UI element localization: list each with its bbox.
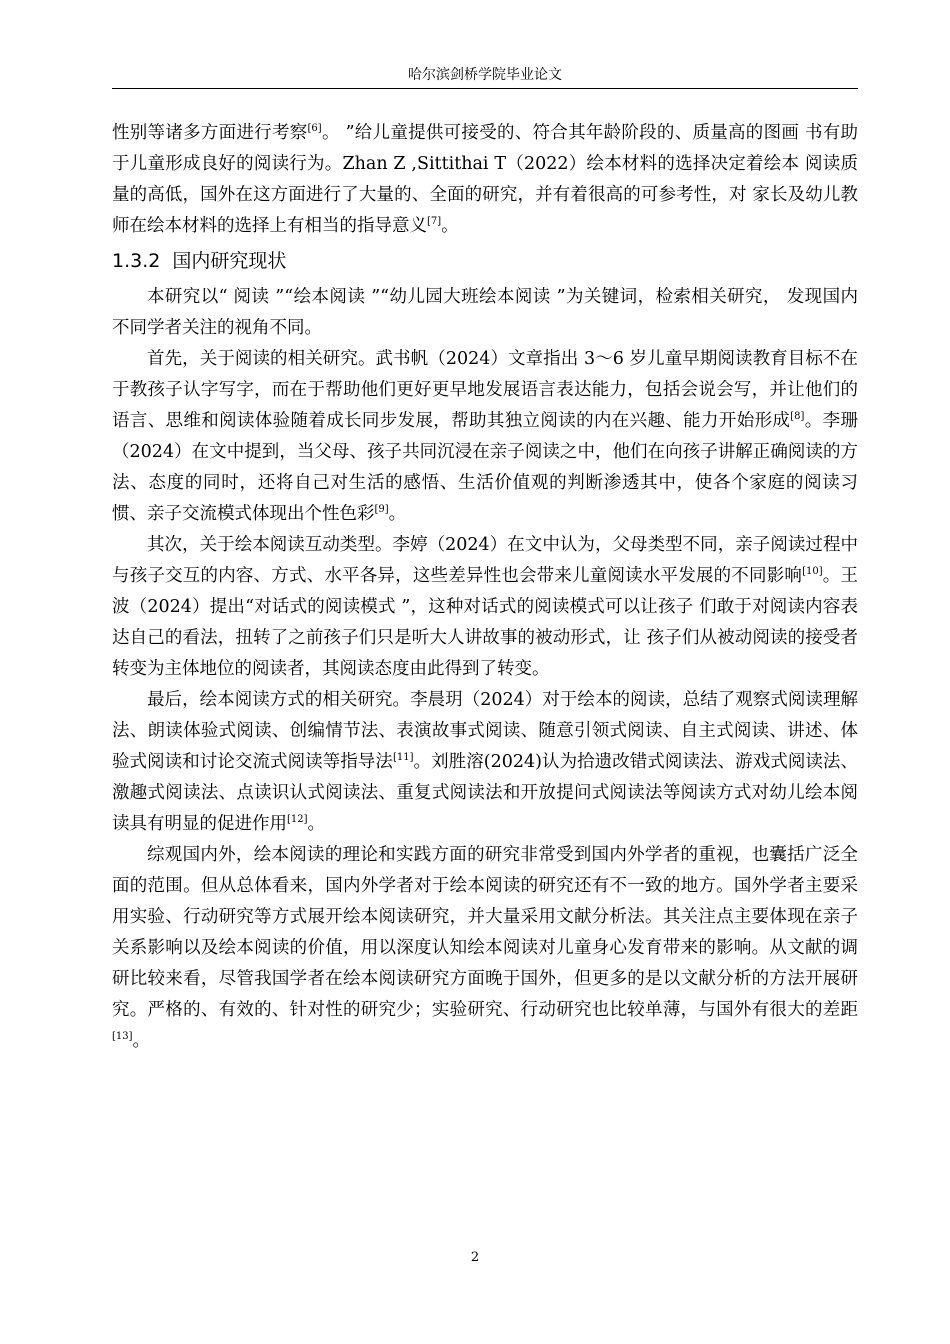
paragraph-summary [112,840,858,1057]
paragraph-reading-methods [112,685,858,840]
text-run: 本研究以“ 阅读 ”“绘本阅读 ”“幼儿园大班绘本阅读 ”为关键词，检索相关研究， 发现国内不同学者关注的视角不同。 [112,287,858,338]
text-run: 。 ”给儿童提供可接受的、符合其年龄阶段的、质量高的图画 书有助于儿童形成良好的阅读行为。Zhan Z ,Sittithai T（2022）绘本材料的选择决定着绘本 阅读质量的高低，国外在这方面进行了大量的、全面的研究，并有着很高的可参考性，对 家长及幼儿教师在绘本材料的选择上有相当的指导意义 [112,123,859,236]
citation-marker: [12] [287,814,308,826]
text-run: 。 [132,1031,151,1051]
section-number: 1.3.2 [112,250,161,272]
citation-marker: [9] [374,504,389,516]
text-run: 最后，绘本阅读方式的相关研究。李晨玥（2024）对于绘本的阅读，总结了观察式阅读理解法、朗读体验式阅读、创编情节法、表演故事式阅读、随意引领式阅读、自主式阅读、讲述、体验式阅读和讨论交流式阅读等指导法 [112,690,858,772]
citation-marker: [10] [802,566,823,578]
page-number: 2 [470,1250,480,1265]
text-run: 。 [388,504,407,524]
text-run: 综观国内外，绘本阅读的理论和实践方面的研究非常受到国内外学者的重视，也囊括广泛全面的范围。但从总体看来，国内外学者对于绘本阅读的研究还有不一致的地方。国外学者主要采用实验、行动研究等方式展开绘本阅读研究，并大量采用文献分析法。其关注点主要体现在亲子关系影响以及绘本阅读的价值，用以深度认知绘本阅读对儿童身心发育带来的影响。从文献的调研比较来看，尽管我国学者在绘本阅读研究方面晚于国外，但更多的是以文献分析的方法开展研究。严格的、有效的、针对性的研究少；实验研究、行动研究也比较单薄，与国外有很大的差距 [112,845,858,1020]
citation-marker: [11] [392,752,414,764]
page-header: 哈尔滨剑桥学院毕业论文 [408,67,562,83]
paragraph-intro [112,282,858,344]
text-run: 。 [307,814,326,834]
body-text [112,118,858,1057]
citation-marker: [6] [307,123,322,135]
paragraph-interaction-types [112,530,858,685]
citation-marker: [8] [790,411,805,423]
paragraph-continued [112,118,858,242]
text-run: 首先，关于阅读的相关研究。武书帆（2024）文章指出 3～6 岁儿童早期阅读教育目标不在于教孩子认字写字，而在于帮助他们更好更早地发展语言表达能力，包括会说会写，并让他们的语言、思维和阅读体验随着成长同步发展，帮助其独立阅读的内在兴趣、能力开始形成 [112,349,858,431]
text-run: 性别等诸多方面进行考察 [112,123,308,143]
text-run: 。李珊（2024）在文中提到，当父母、孩子共同沉浸在亲子阅读之中，他们在向孩子讲解正确阅读的方法、态度的同时，还将自己对生活的感悟、生活价值观的判断渗透其中，使各个家庭的阅读习惯、亲子交流模式体现出个性色彩 [112,411,859,524]
text-run: 。刘胜溶(2024)认为拾遗改错式阅读法、游戏式阅读法、激趣式阅读法、点读识认式阅读法、重复式阅读法和开放提问式阅读法等阅读方式对幼儿绘本阅读具有明显的促进作用 [112,752,858,834]
text-run: 。 [441,216,459,236]
section-heading [112,246,858,276]
header-divider [112,88,858,89]
section-title: 国内研究现状 [172,250,287,272]
paragraph-reading-research [112,344,858,530]
text-run: 。王波（2024）提出“对话式的阅读模式 ”，这种对话式的阅读模式可以让孩子 们敢于对阅读内容表达自己的看法，扭转了之前孩子们只是听大人讲故事的被动形式，让 孩子们从被动阅读的接受者转变为主体地位的阅读者，其阅读态度由此得到了转变。 [112,566,858,679]
citation-marker: [7] [427,216,442,228]
text-run: 其次，关于绘本阅读互动类型。李婷（2024）在文中认为，父母类型不同，亲子阅读过程中与孩子交互的内容、方式、水平各异，这些差异性也会带来儿童阅读水平发展的不同影响 [112,535,858,586]
citation-marker: [13] [112,1031,133,1043]
